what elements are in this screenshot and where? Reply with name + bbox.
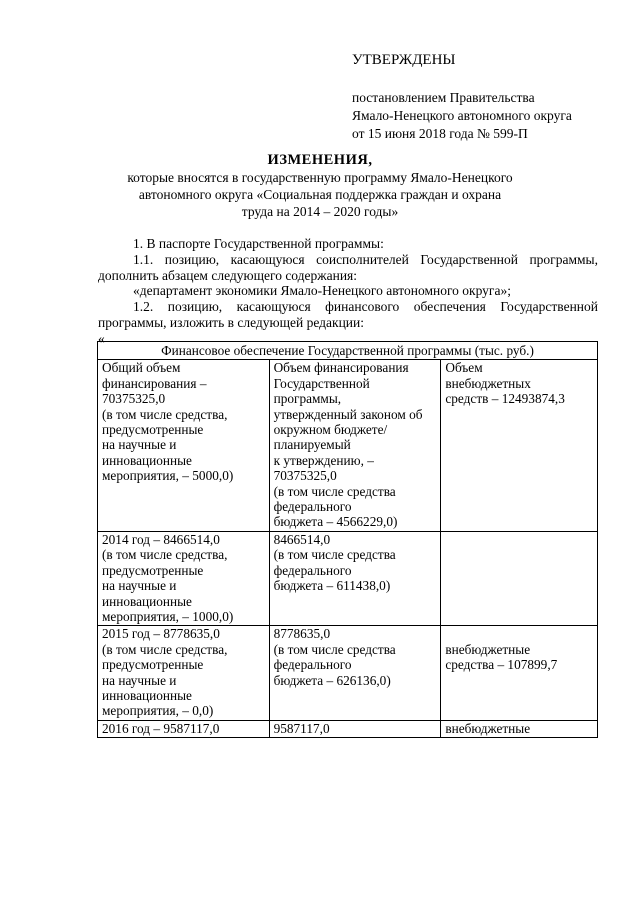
table-cell (269, 360, 441, 531)
table-cell-line: финансирования – (102, 375, 207, 391)
document-subtitle-line: которые вносятся в государственную программу Ямало-Ненецкого (127, 170, 513, 185)
table-cell-line: 8778635,0 (273, 626, 331, 642)
table-row (98, 360, 598, 531)
table-cell-line: внебюджетные (445, 641, 531, 657)
document-title-block (100, 152, 540, 220)
document-subtitle-line: автономного округа «Социальная поддержка граждан и охрана (138, 187, 502, 202)
table-cell-line: бюджета – 626136,0) (273, 672, 391, 688)
table-cell-line: к утверждению, – (273, 452, 374, 468)
table-cell-line: (в том числе средства (273, 641, 396, 657)
table-cell (441, 531, 598, 625)
table-cell-line: внебюджетные (445, 720, 531, 736)
table-cell-line: (в том числе средства (273, 483, 396, 499)
table-cell (98, 626, 270, 720)
table-header: Финансовое обеспечение Государственной программы (тыс. руб.) (98, 342, 598, 360)
table-cell-line: (в том числе средства, (102, 406, 228, 422)
document-title: ИЗМЕНЕНИЯ, (267, 152, 373, 168)
table-cell-line: средства – 107899,7 (445, 657, 558, 673)
table-cell (441, 720, 598, 737)
table-cell-line: Объем (445, 360, 483, 376)
table-cell-line: федерального (273, 657, 352, 673)
table-cell (269, 531, 441, 625)
table-cell-line: (в том числе средства (273, 547, 396, 563)
table-cell-line: инновационные (102, 687, 192, 703)
table-cell-line: инновационные (102, 452, 192, 468)
table-cell-line: мероприятия, – 1000,0) (102, 608, 234, 624)
table-cell-line: предусмотренные (102, 422, 204, 438)
table-cell-line: средств – 12493874,3 (445, 391, 565, 407)
table-cell-line: предусмотренные (102, 562, 204, 578)
paragraph-1-2: 1.2. позицию, касающуюся финансового обеспечения Государственной программы, изложить в следующей редакции: (98, 299, 598, 330)
document-subtitle-line: труда на 2014 – 2020 годы» (241, 204, 399, 219)
table-cell-line: инновационные (102, 593, 192, 609)
table-cell-line: (в том числе средства, (102, 547, 228, 563)
financing-table (97, 341, 598, 738)
table-cell-line: федерального (273, 499, 352, 515)
approval-stamp (352, 52, 622, 143)
table-cell (98, 531, 270, 625)
approval-line: от 15 июня 2018 года № 599-П (352, 126, 528, 141)
table-row (98, 720, 598, 737)
approval-line: Ямало-Ненецкого автономного округа (352, 108, 572, 123)
table-cell-line: 70375325,0 (273, 468, 337, 484)
table-cell-line: на научные и (102, 437, 177, 453)
table-cell-line: (в том числе средства, (102, 641, 228, 657)
paragraph-1-1: 1.1. позицию, касающуюся соисполнителей Государственной программы, дополнить абзацем следующего содержания: (98, 251, 598, 283)
table-cell-line: программы, (273, 391, 342, 407)
table-cell-line: федерального (273, 562, 352, 578)
table-cell (98, 360, 270, 531)
table-cell-line: Государственной (273, 375, 370, 391)
document-body (98, 236, 598, 347)
table-cell-line: мероприятия, – 0,0) (102, 703, 214, 719)
table-cell-line: Объем финансирования (273, 360, 409, 376)
table-cell-line (445, 626, 595, 641)
table-cell-line: мероприятия, – 5000,0) (102, 468, 234, 484)
table-cell (269, 720, 441, 737)
table-cell-line: внебюджетных (445, 375, 531, 391)
table-cell (441, 626, 598, 720)
table-cell-line: 2014 год – 8466514,0 (102, 531, 220, 547)
table-cell (441, 360, 598, 531)
table-header-row (98, 342, 598, 360)
table-cell-line: окружном бюджете/ (273, 422, 388, 438)
table-cell-line: 9587117,0 (273, 720, 330, 736)
table-row (98, 626, 598, 720)
opening-quote-mark: « (98, 330, 105, 346)
table-cell-line: предусмотренные (102, 657, 204, 673)
table-cell (269, 626, 441, 720)
paragraph-quote: «департамент экономики Ямало-Ненецкого автономного округа»; (133, 283, 511, 299)
table-cell (98, 720, 270, 737)
table-cell-line: 8466514,0 (273, 531, 331, 547)
table-cell-line: утвержденный законом об (273, 406, 423, 422)
table-cell-line: 70375325,0 (102, 391, 166, 407)
table-cell-line: 2016 год – 9587117,0 (102, 720, 220, 736)
approval-line: постановлением Правительства (352, 90, 535, 105)
table-cell-line: бюджета – 4566229,0) (273, 514, 398, 530)
table-row (98, 531, 598, 625)
approval-heading: УТВЕРЖДЕНЫ (352, 52, 456, 68)
table-cell-line: 2015 год – 8778635,0 (102, 626, 220, 642)
table-cell-line: бюджета – 611438,0) (273, 578, 391, 594)
table-cell-line: на научные и (102, 578, 177, 594)
table-cell-line: Общий объем (102, 360, 181, 376)
table-cell-line: планируемый (273, 437, 351, 453)
table-cell-line: на научные и (102, 672, 177, 688)
paragraph-1: 1. В паспорте Государственной программы: (133, 236, 384, 251)
